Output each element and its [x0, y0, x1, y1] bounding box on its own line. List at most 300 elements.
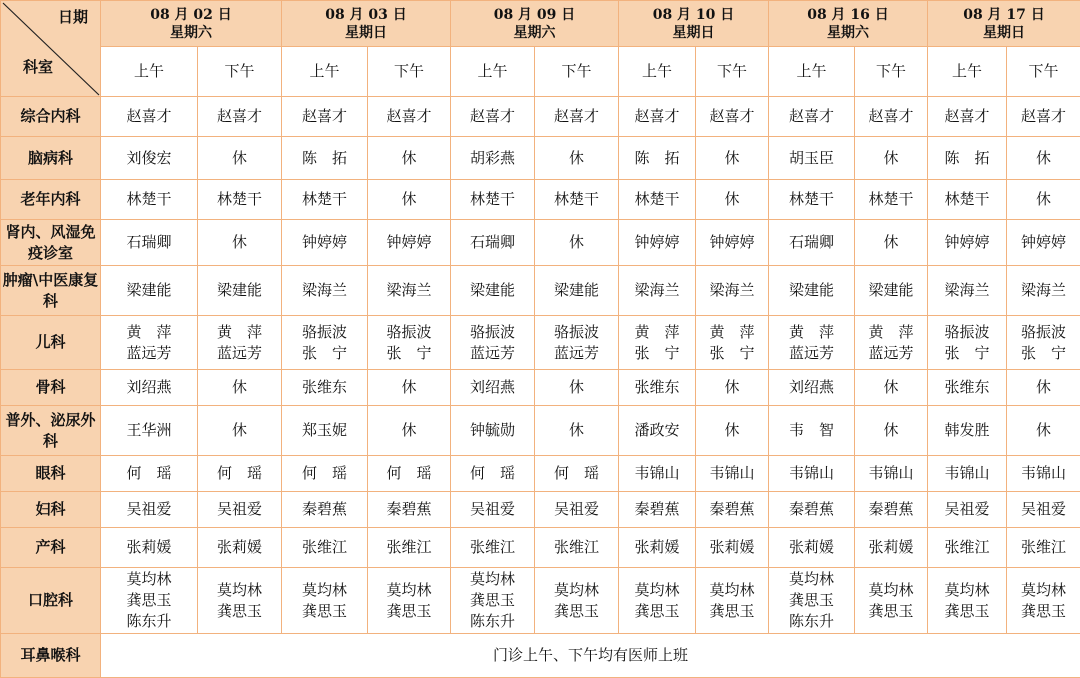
doctor-name: 胡彩燕 [451, 148, 534, 169]
doctor-name: 秦碧蕉 [619, 499, 695, 520]
doctor-cell [368, 266, 451, 316]
doctor-cell [368, 180, 451, 220]
doctor-cell [368, 528, 451, 568]
doctor-cell [1007, 316, 1080, 370]
doctor-name: 刘绍燕 [451, 377, 534, 398]
doctor-cell [282, 492, 368, 528]
doctor-cell [101, 137, 198, 180]
doctor-name: 吴祖爱 [451, 499, 534, 520]
doctor-cell [769, 370, 855, 406]
doctor-name: 陈东升 [769, 611, 854, 632]
date-header-row [1, 1, 1080, 47]
doctor-cell [451, 137, 535, 180]
table-row [1, 220, 1080, 266]
doctor-name: 莫均林 [928, 580, 1006, 601]
doctor-name: 郑玉妮 [282, 420, 367, 441]
dept-name-cell [1, 220, 101, 266]
doctor-cell [928, 492, 1007, 528]
weekday-text: 星期六 [827, 25, 869, 41]
doctor-cell [696, 492, 769, 528]
doctor-name: 梁海兰 [928, 280, 1006, 301]
doctor-name: 陈东升 [101, 611, 197, 632]
doctor-name: 刘绍燕 [101, 377, 197, 398]
doctor-name: 龚思玉 [696, 601, 768, 622]
dept-name-line: 肿瘤\中医 [3, 271, 68, 289]
doctor-cell [101, 97, 198, 137]
doctor-name: 莫均林 [696, 580, 768, 601]
doctor-cell [535, 220, 619, 266]
doctor-name: 蓝远芳 [535, 343, 618, 364]
doctor-name: 休 [1007, 148, 1080, 169]
doctor-name: 张莉媛 [769, 537, 854, 558]
doctor-cell [928, 97, 1007, 137]
doctor-name: 潘政安 [619, 420, 695, 441]
dept-name-line: 眼科 [35, 464, 65, 482]
doctor-name: 张莉媛 [696, 537, 768, 558]
doctor-name: 张维江 [282, 537, 367, 558]
date-text: 08 月 10 日 [653, 7, 735, 23]
table-row [1, 180, 1080, 220]
weekday-text: 星期日 [673, 25, 715, 41]
doctor-name: 何 瑶 [282, 463, 367, 484]
doctor-cell [928, 180, 1007, 220]
table-row [1, 316, 1080, 370]
doctor-name: 胡玉臣 [769, 148, 854, 169]
doctor-cell [535, 316, 619, 370]
weekday-text: 星期六 [514, 25, 556, 41]
doctor-name: 黄 萍 [769, 322, 854, 343]
doctor-name: 张 宁 [928, 343, 1006, 364]
doctor-cell [696, 180, 769, 220]
doctor-cell [368, 406, 451, 456]
doctor-name: 莫均林 [855, 580, 927, 601]
doctor-name: 莫均林 [368, 580, 450, 601]
doctor-name: 龚思玉 [1007, 601, 1080, 622]
doctor-cell [1007, 492, 1080, 528]
doctor-name: 骆振波 [928, 322, 1006, 343]
doctor-name: 梁建能 [198, 280, 281, 301]
dept-name-cell [1, 97, 101, 137]
doctor-name: 林楚干 [619, 189, 695, 210]
doctor-cell [198, 266, 282, 316]
doctor-name: 龚思玉 [282, 601, 367, 622]
weekday-text: 星期日 [345, 25, 387, 41]
doctor-cell [855, 370, 928, 406]
weekday-text: 星期日 [983, 25, 1025, 41]
dept-name-cell [1, 316, 101, 370]
doctor-cell [535, 568, 619, 634]
doctor-name: 吴祖爱 [101, 499, 197, 520]
doctor-name: 骆振波 [368, 322, 450, 343]
am-header: 上午 [928, 47, 1007, 97]
doctor-name: 石瑞卿 [451, 232, 534, 253]
doctor-name: 陈 拓 [619, 148, 695, 169]
doctor-cell [451, 370, 535, 406]
doctor-name: 梁海兰 [619, 280, 695, 301]
doctor-name: 钟毓勋 [451, 420, 534, 441]
doctor-cell [855, 568, 928, 634]
date-text: 08 月 09 日 [494, 7, 576, 23]
doctor-name: 吴祖爱 [928, 499, 1006, 520]
dept-name-cell [1, 528, 101, 568]
am-header: 上午 [451, 47, 535, 97]
doctor-name: 钟婷婷 [368, 232, 450, 253]
doctor-name: 蓝远芳 [198, 343, 281, 364]
doctor-cell [101, 370, 198, 406]
date-text: 08 月 16 日 [807, 7, 889, 23]
doctor-cell [198, 220, 282, 266]
doctor-cell [451, 97, 535, 137]
doctor-cell [282, 180, 368, 220]
doctor-name: 梁海兰 [696, 280, 768, 301]
doctor-cell [101, 316, 198, 370]
pm-header: 下午 [535, 47, 619, 97]
doctor-name: 休 [368, 148, 450, 169]
doctor-cell [1007, 568, 1080, 634]
doctor-name: 龚思玉 [101, 590, 197, 611]
weekday-text: 星期六 [170, 25, 212, 41]
doctor-name: 张维江 [451, 537, 534, 558]
date-header [282, 1, 451, 47]
doctor-name: 张 宁 [619, 343, 695, 364]
doctor-cell [282, 220, 368, 266]
table-row [1, 568, 1080, 634]
doctor-cell [619, 180, 696, 220]
am-header: 上午 [769, 47, 855, 97]
corner-date-label: 日期 [58, 7, 88, 28]
doctor-cell [451, 456, 535, 492]
doctor-cell [769, 137, 855, 180]
doctor-cell [696, 406, 769, 456]
doctor-name: 休 [696, 377, 768, 398]
doctor-cell [696, 316, 769, 370]
doctor-name: 张 宁 [282, 343, 367, 364]
pm-header: 下午 [696, 47, 769, 97]
doctor-name: 林楚干 [855, 189, 927, 210]
doctor-name: 林楚干 [451, 189, 534, 210]
doctor-name: 莫均林 [451, 569, 534, 590]
doctor-cell [535, 492, 619, 528]
am-header: 上午 [101, 47, 198, 97]
am-header: 上午 [282, 47, 368, 97]
doctor-cell [198, 528, 282, 568]
doctor-cell [619, 528, 696, 568]
doctor-name: 蓝远芳 [101, 343, 197, 364]
table-row [1, 492, 1080, 528]
doctor-cell [451, 528, 535, 568]
doctor-cell [282, 97, 368, 137]
doctor-name: 休 [855, 148, 927, 169]
doctor-name: 何 瑶 [368, 463, 450, 484]
doctor-name: 休 [696, 189, 768, 210]
date-text: 08 月 03 日 [325, 7, 407, 23]
doctor-cell [535, 266, 619, 316]
date-header [928, 1, 1080, 47]
corner-header [1, 1, 101, 97]
doctor-name: 赵喜才 [101, 106, 197, 127]
doctor-name: 梁建能 [769, 280, 854, 301]
doctor-cell [696, 137, 769, 180]
doctor-name: 黄 萍 [198, 322, 281, 343]
doctor-name: 骆振波 [1007, 322, 1080, 343]
doctor-name: 韦锦山 [696, 463, 768, 484]
doctor-name: 王华洲 [101, 420, 197, 441]
doctor-cell [696, 370, 769, 406]
date-text: 08 月 02 日 [150, 7, 232, 23]
doctor-name: 赵喜才 [696, 106, 768, 127]
dept-name-line: 妇科 [35, 500, 65, 518]
doctor-cell [928, 266, 1007, 316]
doctor-cell [855, 528, 928, 568]
doctor-name: 钟婷婷 [282, 232, 367, 253]
doctor-name: 石瑞卿 [769, 232, 854, 253]
doctor-cell [769, 97, 855, 137]
dept-name-line: 普外、泌 [5, 411, 65, 429]
doctor-name: 吴祖爱 [535, 499, 618, 520]
doctor-cell [928, 370, 1007, 406]
doctor-name: 张维东 [619, 377, 695, 398]
doctor-name: 林楚干 [101, 189, 197, 210]
doctor-cell [769, 316, 855, 370]
doctor-name: 骆振波 [282, 322, 367, 343]
doctor-cell [282, 406, 368, 456]
doctor-cell [101, 406, 198, 456]
doctor-cell [535, 528, 619, 568]
doctor-cell [855, 180, 928, 220]
doctor-name: 张莉媛 [101, 537, 197, 558]
doctor-cell [368, 370, 451, 406]
doctor-cell [282, 370, 368, 406]
doctor-cell [619, 370, 696, 406]
doctor-cell [696, 97, 769, 137]
doctor-name: 韦锦山 [619, 463, 695, 484]
schedule-body [1, 97, 1080, 678]
doctor-name: 龚思玉 [769, 590, 854, 611]
doctor-name: 韩发胜 [928, 420, 1006, 441]
doctor-name: 何 瑶 [101, 463, 197, 484]
doctor-name: 赵喜才 [535, 106, 618, 127]
doctor-name: 黄 萍 [619, 322, 695, 343]
doctor-name: 张维江 [535, 537, 618, 558]
table-row [1, 370, 1080, 406]
doctor-cell [769, 456, 855, 492]
dept-name-line: 肾内、风湿 [5, 223, 80, 241]
doctor-cell [1007, 137, 1080, 180]
doctor-name: 龚思玉 [451, 590, 534, 611]
doctor-cell [282, 137, 368, 180]
doctor-name: 龚思玉 [619, 601, 695, 622]
doctor-name: 黄 萍 [101, 322, 197, 343]
doctor-name: 梁海兰 [368, 280, 450, 301]
doctor-cell [1007, 528, 1080, 568]
doctor-name: 黄 萍 [855, 322, 927, 343]
doctor-cell [1007, 406, 1080, 456]
dept-name-line: 免疫诊室 [28, 223, 96, 262]
doctor-cell [282, 568, 368, 634]
doctor-cell [101, 568, 198, 634]
doctor-name: 休 [696, 148, 768, 169]
doctor-cell [619, 266, 696, 316]
doctor-name: 梁建能 [535, 280, 618, 301]
doctor-cell [619, 316, 696, 370]
doctor-name: 张维江 [368, 537, 450, 558]
doctor-cell [198, 316, 282, 370]
doctor-name: 韦锦山 [855, 463, 927, 484]
doctor-name: 赵喜才 [368, 106, 450, 127]
ent-note: 门诊上午、下午均有医师上班 [101, 634, 1080, 678]
doctor-cell [696, 528, 769, 568]
date-header [101, 1, 282, 47]
doctor-name: 赵喜才 [282, 106, 367, 127]
table-row [1, 406, 1080, 456]
doctor-name: 梁建能 [101, 280, 197, 301]
doctor-cell [855, 266, 928, 316]
doctor-name: 蓝远芳 [855, 343, 927, 364]
doctor-cell [451, 316, 535, 370]
doctor-name: 赵喜才 [198, 106, 281, 127]
doctor-name: 龚思玉 [535, 601, 618, 622]
dept-name-line: 老年内科 [20, 190, 80, 208]
doctor-cell [1007, 456, 1080, 492]
doctor-name: 张维江 [1007, 537, 1080, 558]
doctor-cell [619, 456, 696, 492]
doctor-name: 龚思玉 [198, 601, 281, 622]
dept-name-cell [1, 266, 101, 316]
doctor-cell [769, 528, 855, 568]
doctor-cell [451, 406, 535, 456]
doctor-cell [101, 180, 198, 220]
dept-name-line: 口腔科 [28, 591, 73, 609]
doctor-name: 林楚干 [928, 189, 1006, 210]
doctor-cell [282, 266, 368, 316]
doctor-cell [1007, 370, 1080, 406]
doctor-cell [928, 568, 1007, 634]
doctor-cell [368, 137, 451, 180]
doctor-cell [282, 528, 368, 568]
doctor-name: 张莉媛 [198, 537, 281, 558]
doctor-name: 莫均林 [535, 580, 618, 601]
doctor-name: 韦锦山 [769, 463, 854, 484]
doctor-cell [855, 97, 928, 137]
doctor-cell [619, 220, 696, 266]
doctor-name: 休 [198, 377, 281, 398]
doctor-cell [855, 406, 928, 456]
dept-name-cell [1, 492, 101, 528]
doctor-name: 陈东升 [451, 611, 534, 632]
doctor-cell [451, 492, 535, 528]
doctor-cell [696, 220, 769, 266]
doctor-name: 石瑞卿 [101, 232, 197, 253]
doctor-cell [101, 266, 198, 316]
doctor-cell [101, 492, 198, 528]
doctor-cell [855, 492, 928, 528]
doctor-cell [198, 568, 282, 634]
doctor-name: 梁海兰 [282, 280, 367, 301]
doctor-name: 韦锦山 [1007, 463, 1080, 484]
doctor-name: 秦碧蕉 [368, 499, 450, 520]
date-header [619, 1, 769, 47]
doctor-name: 梁建能 [855, 280, 927, 301]
doctor-name: 吴祖爱 [198, 499, 281, 520]
doctor-name: 休 [368, 377, 450, 398]
doctor-name: 休 [855, 420, 927, 441]
dept-name-line: 儿科 [35, 333, 65, 351]
doctor-cell [1007, 266, 1080, 316]
doctor-name: 黄 萍 [696, 322, 768, 343]
doctor-name: 张莉媛 [619, 537, 695, 558]
doctor-name: 赵喜才 [769, 106, 854, 127]
doctor-name: 张 宁 [368, 343, 450, 364]
doctor-name: 秦碧蕉 [855, 499, 927, 520]
doctor-name: 休 [535, 232, 618, 253]
doctor-cell [619, 137, 696, 180]
doctor-cell [198, 456, 282, 492]
doctor-cell [928, 406, 1007, 456]
doctor-name: 休 [535, 420, 618, 441]
doctor-name: 张 宁 [1007, 343, 1080, 364]
doctor-name: 蓝远芳 [451, 343, 534, 364]
dept-name-cell [1, 370, 101, 406]
dept-name-cell [1, 406, 101, 456]
doctor-name: 何 瑶 [198, 463, 281, 484]
pm-header: 下午 [855, 47, 928, 97]
doctor-name: 骆振波 [451, 322, 534, 343]
doctor-cell [619, 406, 696, 456]
dept-name-line: 喉科 [51, 646, 81, 664]
doctor-cell [535, 180, 619, 220]
dept-name-cell [1, 456, 101, 492]
doctor-name: 休 [368, 189, 450, 210]
doctor-name: 莫均林 [619, 580, 695, 601]
doctor-name: 莫均林 [769, 569, 854, 590]
doctor-cell [1007, 180, 1080, 220]
doctor-cell [619, 97, 696, 137]
dept-name-line: 产科 [35, 538, 65, 556]
doctor-name: 韦锦山 [928, 463, 1006, 484]
doctor-cell [101, 456, 198, 492]
doctor-cell [368, 97, 451, 137]
doctor-name: 休 [198, 148, 281, 169]
doctor-cell [368, 456, 451, 492]
dept-name-line: 综合内科 [20, 107, 80, 125]
doctor-cell [1007, 97, 1080, 137]
doctor-cell [451, 568, 535, 634]
doctor-name: 赵喜才 [619, 106, 695, 127]
doctor-name: 钟婷婷 [619, 232, 695, 253]
doctor-name: 张维东 [282, 377, 367, 398]
pm-header: 下午 [368, 47, 451, 97]
doctor-cell [535, 137, 619, 180]
doctor-cell [198, 370, 282, 406]
doctor-name: 赵喜才 [855, 106, 927, 127]
doctor-name: 休 [368, 420, 450, 441]
table-row [1, 266, 1080, 316]
doctor-cell [368, 492, 451, 528]
doctor-cell [368, 316, 451, 370]
doctor-name: 休 [1007, 420, 1080, 441]
doctor-name: 龚思玉 [368, 601, 450, 622]
doctor-cell [368, 568, 451, 634]
doctor-name: 休 [855, 377, 927, 398]
doctor-cell [1007, 220, 1080, 266]
dept-name-line: 骨科 [35, 378, 65, 396]
doctor-name: 莫均林 [198, 580, 281, 601]
doctor-cell [928, 316, 1007, 370]
doctor-cell [769, 220, 855, 266]
doctor-name: 梁建能 [451, 280, 534, 301]
table-row [1, 528, 1080, 568]
doctor-cell [696, 266, 769, 316]
